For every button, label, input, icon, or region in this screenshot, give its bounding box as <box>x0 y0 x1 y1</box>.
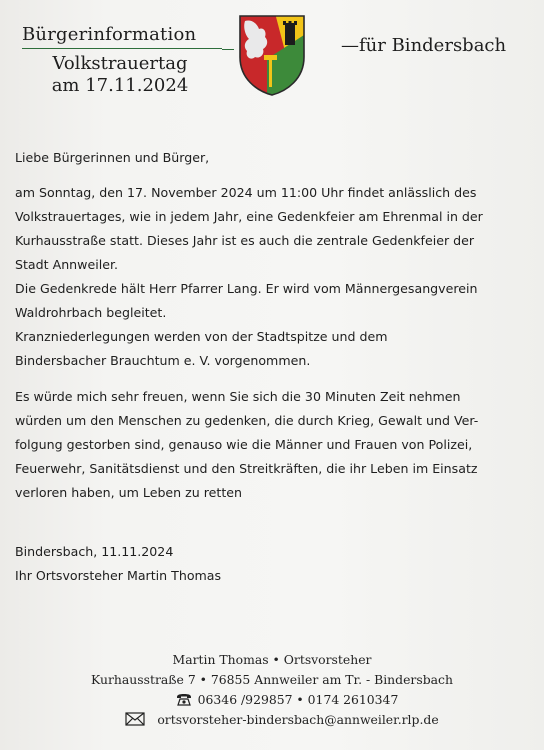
footer-email-row <box>20 710 544 730</box>
letter-body <box>15 146 535 588</box>
para2-line: würden um den Menschen zu gedenken, die durch Krieg, Gewalt und Ver- <box>15 413 479 428</box>
footer-email[interactable]: ortsvorsteher-bindersbach@annweiler.rlp.de <box>157 712 439 727</box>
footer <box>0 650 544 730</box>
header-subtitle-line2: am 17.11.2024 <box>51 75 189 96</box>
para1-line: Bindersbacher Brauchtum e. V. vorgenommen. <box>15 353 311 368</box>
header-subtitle-line1: Volkstrauertag <box>52 53 188 74</box>
signature: Ihr Ortsvorsteher Martin Thomas <box>15 568 222 583</box>
para1-line: am Sonntag, den 17. November 2024 um 11:00 Uhr findet anlässlich des <box>15 185 477 200</box>
envelope-icon <box>125 712 145 726</box>
footer-name-line: Martin Thomas • Ortsvorsteher <box>172 652 372 667</box>
header-left <box>22 24 222 96</box>
telephone-icon <box>176 693 192 706</box>
header-right: —für Bindersbach <box>341 35 507 56</box>
header-rule <box>222 49 234 50</box>
para1-line: Kurhausstraße statt. Dieses Jahr ist es auch die zentrale Gedenkfeier der <box>15 233 475 248</box>
para2-line: verloren haben, um Leben zu retten <box>15 485 243 500</box>
salutation: Liebe Bürgerinnen und Bürger, <box>15 150 210 165</box>
footer-phone-line: 06346 /929857 • 0174 2610347 <box>197 692 399 707</box>
footer-phone-row <box>30 690 544 710</box>
para1-line: Volkstrauertages, wie in jedem Jahr, eine Gedenkfeier am Ehrenmal in der <box>15 209 483 224</box>
para2-line: folgung gestorben sind, genauso wie die Männer und Frauen von Polizei, <box>15 437 473 452</box>
coat-of-arms <box>237 13 307 97</box>
header-title: Bürgerinformation <box>22 24 222 49</box>
para2-line: Es würde mich sehr freuen, wenn Sie sich die 30 Minuten Zeit nehmen <box>15 389 461 404</box>
footer-address-line: Kurhausstraße 7 • 76855 Annweiler am Tr. - Bindersbach <box>91 672 453 687</box>
para1-line: Waldrohrbach begleitet. <box>15 305 167 320</box>
place-date: Bindersbach, 11.11.2024 <box>15 544 174 559</box>
para1-line: Kranzniederlegungen werden von der Stadtspitze und dem <box>15 329 388 344</box>
para2-line: Feuerwehr, Sanitätsdienst und den Streitkräften, die ihr Leben im Einsatz <box>15 461 478 476</box>
para1-line: Stadt Annweiler. <box>15 257 118 272</box>
para1-line: Die Gedenkrede hält Herr Pfarrer Lang. Er wird vom Männergesangverein <box>15 281 478 296</box>
